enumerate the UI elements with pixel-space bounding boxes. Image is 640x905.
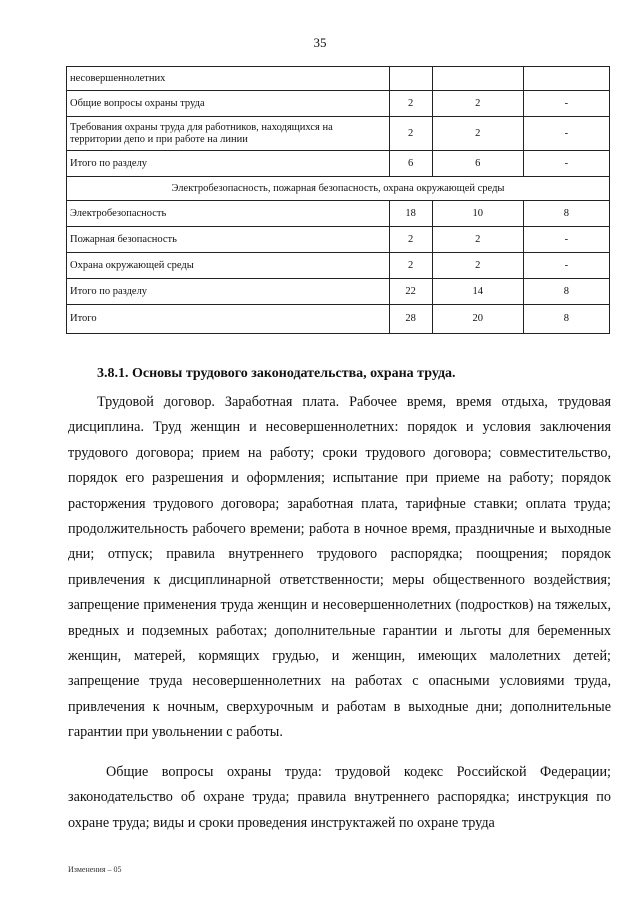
hours-total: 2	[389, 91, 432, 117]
table-row	[67, 151, 610, 177]
hours-practice: 8	[523, 305, 609, 334]
hours-practice: -	[523, 91, 609, 117]
hours-total: 28	[389, 305, 432, 334]
hours-practice	[523, 67, 609, 91]
hours-total: 2	[389, 253, 432, 279]
row-name: Итого по разделу	[67, 279, 390, 305]
paragraph: Трудовой договор. Заработная плата. Рабочее время, время отдыха, трудовая дисциплина. Труд женщин и несовершеннолетних: порядок и условия заключения трудового договора; прием на работу; сроки трудового договора; совместительство, порядок его разрешения и оформления; испытание при приеме на работу; порядок расторжения трудового договора; заработная плата, тарифные ставки; оплата труда; продолжительность рабочего времени; работа в ночное время, праздничные и выходные дни; отпуск; правила внутреннего трудового распорядка; поощрения; порядок привлечения к дисциплинарной ответственности; меры общественного воздействия; запрещение применения труда женщин и несовершеннолетних (подростков) на тяжелых, вредных и подземных работах; дополнительные гарантии и льготы для беременных женщин, матерей, кормящих грудью, и женщин, имеющих малолетних детей; запрещение труда несовершеннолетних на работах с опасными условиями труда, привлечения к ночным, сверхурочным и работам в выходные дни; дополнительные гарантии при увольнении с работы.	[68, 394, 611, 741]
hours-total: 22	[389, 279, 432, 305]
table-row	[67, 305, 610, 334]
hours-practice: -	[523, 253, 609, 279]
hours-practice: -	[523, 117, 609, 151]
footer-revision: Изменения – 05	[68, 865, 122, 874]
row-name: Общие вопросы охраны труда	[67, 91, 390, 117]
table-section-row	[67, 177, 610, 201]
body-text	[68, 390, 611, 836]
hours-total	[389, 67, 432, 91]
section-heading: 3.8.1. Основы трудового законодательства, охрана труда.	[97, 366, 456, 381]
curriculum-table	[66, 66, 610, 334]
hours-practice: -	[523, 227, 609, 253]
table-row	[67, 201, 610, 227]
table-row	[67, 91, 610, 117]
row-name: Требования охраны труда для работников, находящихся на территории депо и при работе на линии	[67, 117, 390, 151]
hours-total: 2	[389, 227, 432, 253]
table-row	[67, 279, 610, 305]
hours-theory: 2	[432, 227, 523, 253]
hours-theory: 2	[432, 91, 523, 117]
table-row	[67, 253, 610, 279]
paragraph: Общие вопросы охраны труда: трудовой кодекс Российской Федерации; законодательство об охране труда; правила внутреннего распорядка; инструкция по охране труда; виды и сроки проведения инструктажей по охране труда	[68, 763, 611, 831]
hours-practice: 8	[523, 201, 609, 227]
page-number: 35	[313, 35, 327, 50]
table-row	[67, 117, 610, 151]
table-row	[67, 67, 610, 91]
hours-theory	[432, 67, 523, 91]
hours-total: 6	[389, 151, 432, 177]
hours-theory: 14	[432, 279, 523, 305]
row-name: Охрана окружающей среды	[67, 253, 390, 279]
hours-practice: 8	[523, 279, 609, 305]
hours-theory: 10	[432, 201, 523, 227]
row-name: Пожарная безопасность	[67, 227, 390, 253]
hours-theory: 2	[432, 253, 523, 279]
section-title: Электробезопасность, пожарная безопасность, охрана окружающей среды	[67, 177, 610, 201]
row-name: Электробезопасность	[67, 201, 390, 227]
table-row	[67, 227, 610, 253]
hours-theory: 20	[432, 305, 523, 334]
hours-total: 2	[389, 117, 432, 151]
hours-practice: -	[523, 151, 609, 177]
hours-theory: 2	[432, 117, 523, 151]
row-name: Итого	[67, 305, 390, 334]
row-name: Итого по разделу	[67, 151, 390, 177]
hours-theory: 6	[432, 151, 523, 177]
hours-total: 18	[389, 201, 432, 227]
row-name: несовершеннолетних	[67, 67, 390, 91]
